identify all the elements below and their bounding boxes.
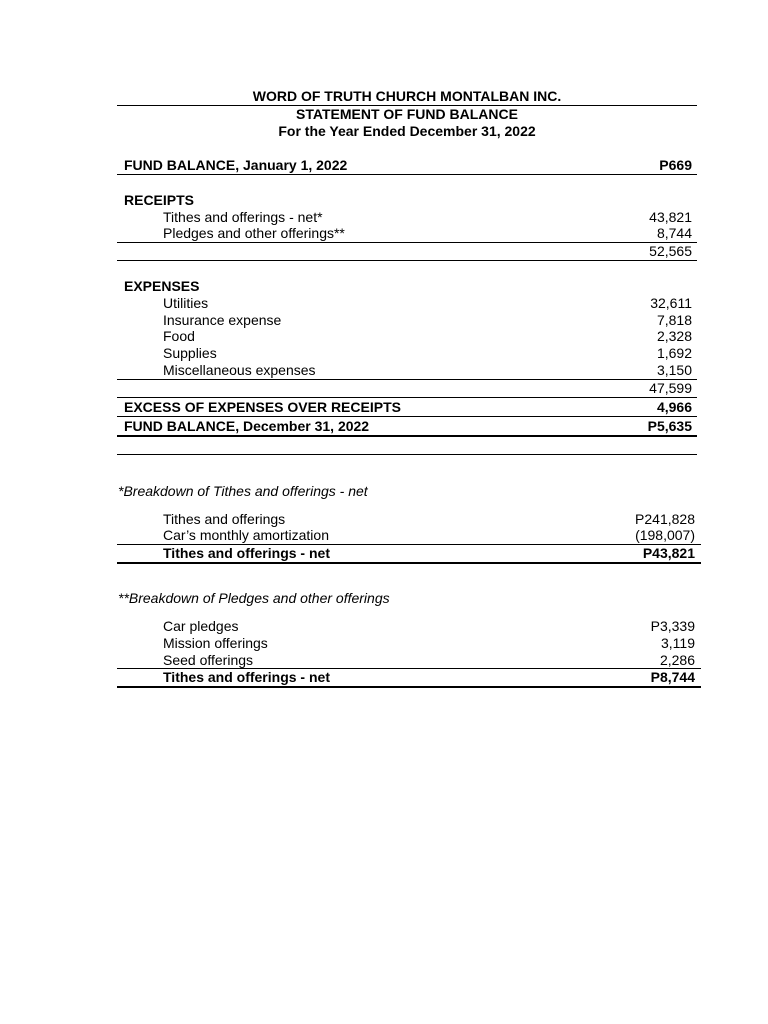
breakdown-pledges-title: **Breakdown of Pledges and other offerings bbox=[118, 589, 390, 606]
statement-title: STATEMENT OF FUND BALANCE bbox=[296, 106, 518, 122]
organization-name: WORD OF TRUTH CHURCH MONTALBAN INC. bbox=[117, 88, 697, 106]
receipt-row: Tithes and offerings - net* 43,821 bbox=[163, 208, 692, 225]
closing-balance-amount: P5,635 bbox=[647, 417, 692, 434]
breakdown-row: Seed offerings 2,286 bbox=[163, 651, 695, 668]
breakdown-row: Tithes and offerings P241,828 bbox=[163, 510, 695, 527]
excess-label: EXCESS OF EXPENSES OVER RECEIPTS bbox=[124, 398, 401, 415]
expense-row: Insurance expense 7,818 bbox=[163, 311, 692, 328]
opening-balance-label: FUND BALANCE, January 1, 2022 bbox=[124, 157, 348, 173]
expenses-total: 47,599 bbox=[649, 379, 692, 396]
divider bbox=[117, 437, 697, 455]
receipt-row: Pledges and other offerings** 8,744 bbox=[163, 225, 692, 242]
breakdown-total-row: Tithes and offerings - net P43,821 bbox=[117, 544, 701, 564]
expense-row: Supplies 1,692 bbox=[163, 345, 692, 362]
statement-period: For the Year Ended December 31, 2022 bbox=[278, 123, 536, 139]
opening-balance-row bbox=[117, 157, 697, 175]
opening-balance-amount: P669 bbox=[659, 157, 692, 173]
excess-row bbox=[117, 398, 697, 417]
expense-row: Utilities 32,611 bbox=[163, 294, 692, 311]
excess-amount: 4,966 bbox=[656, 398, 692, 415]
breakdown-tithes-title: *Breakdown of Tithes and offerings - net bbox=[118, 482, 368, 499]
breakdown-pledges bbox=[117, 590, 701, 688]
receipts-total: 52,565 bbox=[649, 243, 692, 260]
breakdown-row: Car’s monthly amortization (198,007) bbox=[163, 527, 695, 544]
breakdown-tithes bbox=[117, 483, 701, 564]
expenses-heading: EXPENSES bbox=[124, 277, 200, 294]
breakdown-total-row: Tithes and offerings - net P8,744 bbox=[117, 668, 701, 688]
expense-row: Food 2,328 bbox=[163, 328, 692, 345]
expense-row: Miscellaneous expenses 3,150 bbox=[163, 361, 692, 378]
receipts-total-row bbox=[117, 242, 697, 261]
receipts-heading: RECEIPTS bbox=[124, 191, 195, 208]
fund-balance-statement bbox=[117, 88, 697, 688]
breakdown-row: Car pledges P3,339 bbox=[163, 617, 695, 634]
closing-balance-row bbox=[117, 417, 697, 437]
expenses-total-row bbox=[117, 379, 697, 398]
breakdown-row: Mission offerings 3,119 bbox=[163, 634, 695, 651]
statement-header bbox=[117, 88, 697, 140]
closing-balance-label: FUND BALANCE, December 31, 2022 bbox=[124, 417, 370, 434]
